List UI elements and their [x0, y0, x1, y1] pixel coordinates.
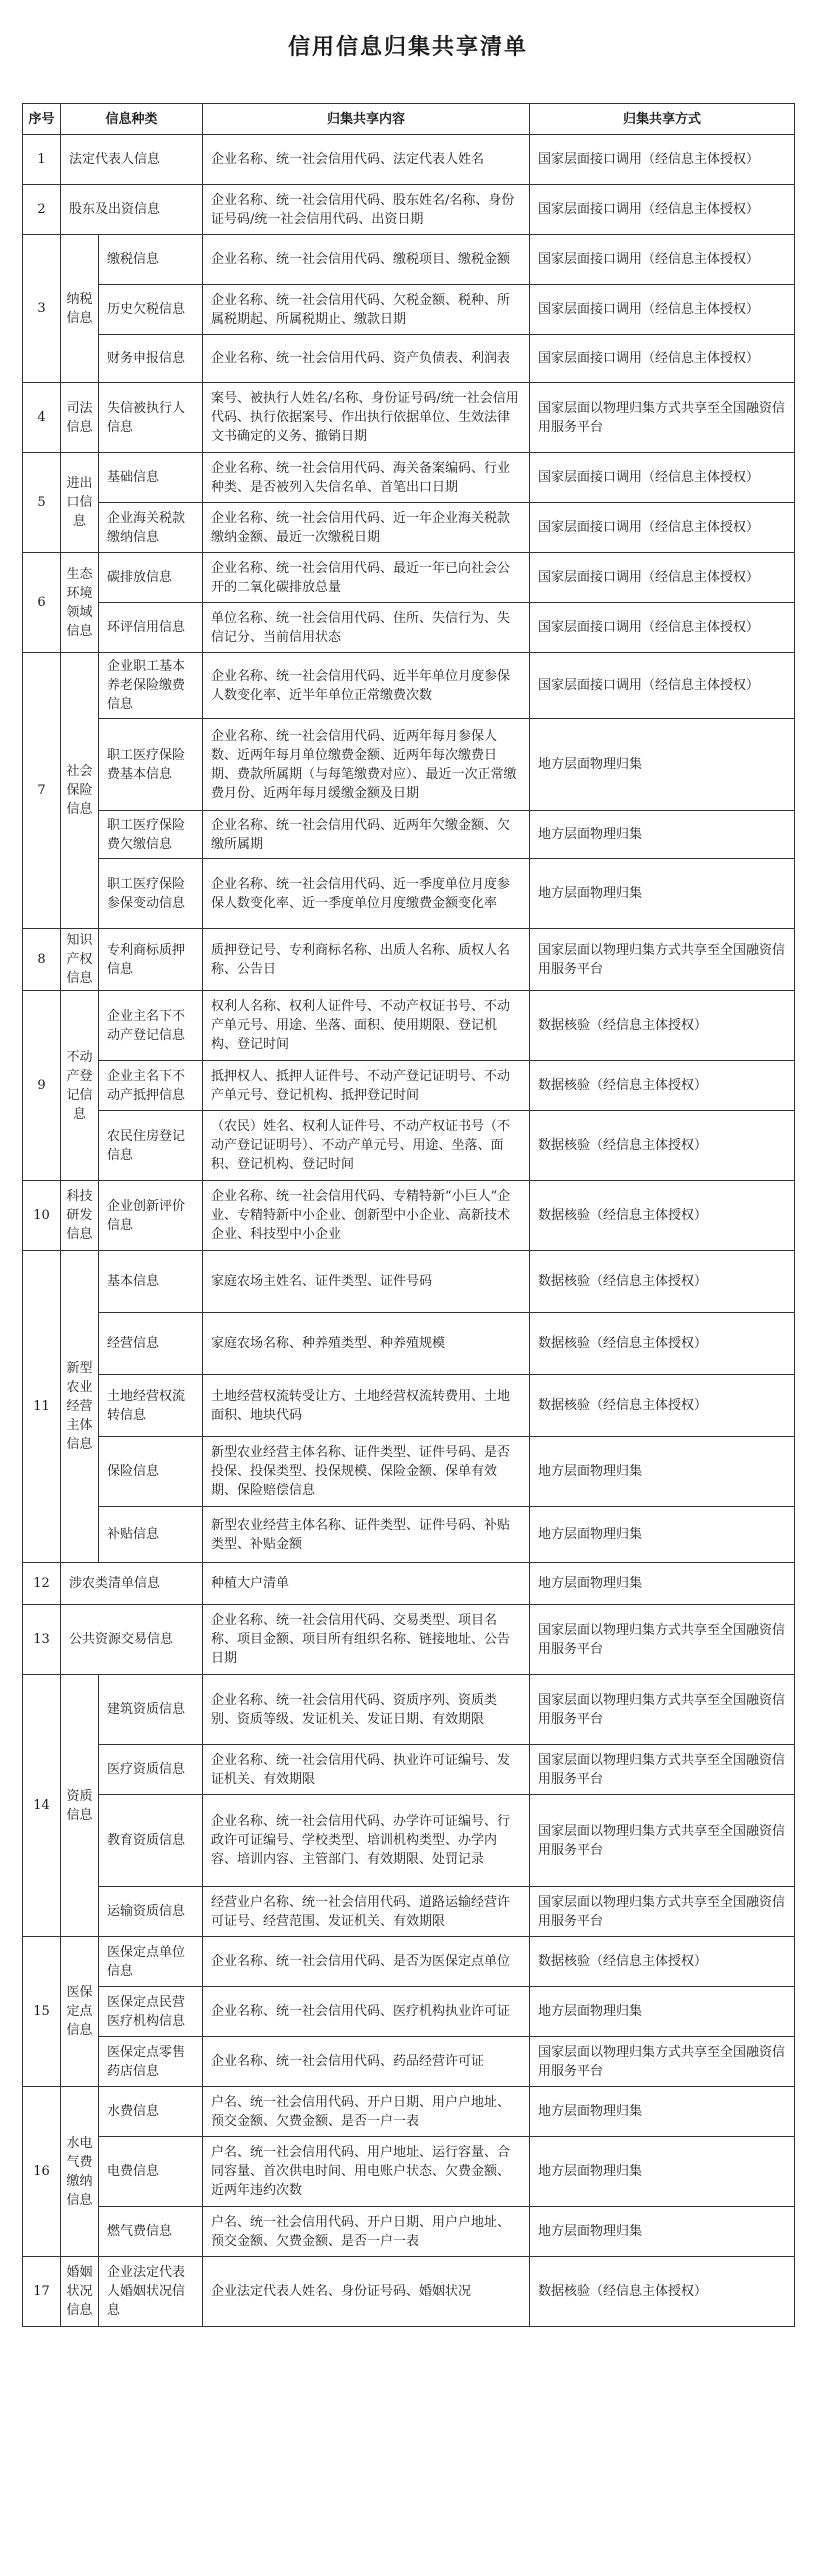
share-content: 经营业户名称、统一社会信用代码、道路运输经营许可证号、经营范围、发证机关、有效期限	[203, 1887, 530, 1937]
info-category: 水电气费缴纳信息	[61, 2087, 99, 2257]
share-method: 国家层面以物理归集方式共享至全国融资信用服务平台	[530, 1675, 795, 1745]
table-row	[23, 453, 795, 503]
info-subcategory: 运输资质信息	[99, 1887, 203, 1937]
share-content: 户名、统一社会信用代码、开户日期、用户户地址、预交金额、欠费金额、是否一户一表	[203, 2207, 530, 2257]
table-row	[23, 335, 795, 383]
info-subcategory: 专利商标质押信息	[99, 929, 203, 991]
table-row	[23, 235, 795, 285]
share-method: 地方层面物理归集	[530, 1563, 795, 1605]
table-row	[23, 1251, 795, 1313]
table-row	[23, 1887, 795, 1937]
table-row	[23, 1313, 795, 1375]
share-content: 户名、统一社会信用代码、用户地址、运行容量、合同容量、首次供电时间、用电账户状态、欠费金额、近两年违约次数	[203, 2137, 530, 2207]
header-no: 序号	[23, 104, 61, 135]
table-row	[23, 811, 795, 859]
info-subcategory: 环评信用信息	[99, 603, 203, 653]
share-content: 企业名称、统一社会信用代码、近一季度单位月度参保人数变化率、近一季度单位月度缴费金额变化率	[203, 859, 530, 929]
share-method: 国家层面接口调用（经信息主体授权）	[530, 553, 795, 603]
share-content: 企业名称、统一社会信用代码、法定代表人姓名	[203, 135, 530, 185]
info-subcategory: 碳排放信息	[99, 553, 203, 603]
info-subcategory: 医疗资质信息	[99, 1745, 203, 1795]
table-row	[23, 1111, 795, 1181]
info-subcategory: 经营信息	[99, 1313, 203, 1375]
table-row	[23, 929, 795, 991]
share-method: 数据核验（经信息主体授权）	[530, 1111, 795, 1181]
share-content: 单位名称、统一社会信用代码、住所、失信行为、失信记分、当前信用状态	[203, 603, 530, 653]
share-method: 地方层面物理归集	[530, 859, 795, 929]
info-category: 资质信息	[61, 1675, 99, 1937]
table-row	[23, 2207, 795, 2257]
info-category: 纳税信息	[61, 235, 99, 383]
table-row	[23, 1507, 795, 1563]
table-row	[23, 991, 795, 1061]
share-method: 国家层面以物理归集方式共享至全国融资信用服务平台	[530, 383, 795, 453]
info-subcategory: 历史欠税信息	[99, 285, 203, 335]
info-subcategory: 补贴信息	[99, 1507, 203, 1563]
table-row	[23, 2137, 795, 2207]
share-content: 企业名称、统一社会信用代码、近两年每月参保人数、近两年每月单位缴费金额、近两年每次缴费日期、费款所属期（与每笔缴费对应）、最近一次正常缴费月份、近两年每月缓缴金额及日期	[203, 719, 530, 811]
info-category: 不动产登记信息	[61, 991, 99, 1181]
share-content: 质押登记号、专利商标名称、出质人名称、质权人名称、公告日	[203, 929, 530, 991]
table-row	[23, 2037, 795, 2087]
share-content: 家庭农场名称、种养殖类型、种养殖规模	[203, 1313, 530, 1375]
table-row	[23, 719, 795, 811]
share-content: 企业名称、统一社会信用代码、医疗机构执业许可证	[203, 1987, 530, 2037]
row-number: 5	[23, 453, 61, 553]
table-row	[23, 1605, 795, 1675]
share-method: 地方层面物理归集	[530, 2137, 795, 2207]
share-content: 企业名称、统一社会信用代码、药品经营许可证	[203, 2037, 530, 2087]
info-subcategory: 水费信息	[99, 2087, 203, 2137]
row-number: 8	[23, 929, 61, 991]
table-row	[23, 383, 795, 453]
table-row	[23, 1375, 795, 1437]
table-row	[23, 2087, 795, 2137]
share-content: 企业法定代表人姓名、身份证号码、婚姻状况	[203, 2257, 530, 2327]
share-method: 国家层面以物理归集方式共享至全国融资信用服务平台	[530, 1887, 795, 1937]
share-content: 企业名称、统一社会信用代码、办学许可证编号、行政许可证编号、学校类型、培训机构类型、办学内容、培训内容、主管部门、有效期限、处罚记录	[203, 1795, 530, 1887]
row-number: 4	[23, 383, 61, 453]
share-method: 地方层面物理归集	[530, 2087, 795, 2137]
info-subcategory: 企业主名下不动产登记信息	[99, 991, 203, 1061]
share-content: 企业名称、统一社会信用代码、资产负债表、利润表	[203, 335, 530, 383]
info-subcategory: 企业海关税款缴纳信息	[99, 503, 203, 553]
info-category: 社会保险信息	[61, 653, 99, 929]
header-category: 信息种类	[61, 104, 203, 135]
info-category: 司法信息	[61, 383, 99, 453]
table-row	[23, 185, 795, 235]
share-content: 抵押权人、抵押人证件号、不动产登记证明号、不动产单元号、登记机构、抵押登记时间	[203, 1061, 530, 1111]
info-category: 进出口信息	[61, 453, 99, 553]
table-row	[23, 1745, 795, 1795]
share-method: 数据核验（经信息主体授权）	[530, 1313, 795, 1375]
share-method: 数据核验（经信息主体授权）	[530, 2257, 795, 2327]
info-subcategory: 建筑资质信息	[99, 1675, 203, 1745]
info-category: 法定代表人信息	[61, 135, 203, 185]
info-subcategory: 职工医疗保险费基本信息	[99, 719, 203, 811]
info-subcategory: 电费信息	[99, 2137, 203, 2207]
share-content: 企业名称、统一社会信用代码、专精特新“小巨人”企业、专精特新中小企业、创新型中小企业、高新技术企业、科技型中小企业	[203, 1181, 530, 1251]
share-method: 数据核验（经信息主体授权）	[530, 1251, 795, 1313]
info-category: 生态环境领域信息	[61, 553, 99, 653]
info-subcategory: 企业职工基本养老保险缴费信息	[99, 653, 203, 719]
info-category: 涉农类清单信息	[61, 1563, 203, 1605]
row-number: 15	[23, 1937, 61, 2087]
share-content: 企业名称、统一社会信用代码、执业许可证编号、发证机关、有效期限	[203, 1745, 530, 1795]
info-subcategory: 基础信息	[99, 453, 203, 503]
table-row	[23, 135, 795, 185]
share-content: 企业名称、统一社会信用代码、欠税金额、税种、所属税期起、所属税期止、缴款日期	[203, 285, 530, 335]
share-method: 国家层面以物理归集方式共享至全国融资信用服务平台	[530, 929, 795, 991]
info-subcategory: 职工医疗保险参保变动信息	[99, 859, 203, 929]
share-content: 企业名称、统一社会信用代码、资质序列、资质类别、资质等级、发证机关、发证日期、有效期限	[203, 1675, 530, 1745]
table-row	[23, 1795, 795, 1887]
share-method: 数据核验（经信息主体授权）	[530, 1061, 795, 1111]
header-content: 归集共享内容	[203, 104, 530, 135]
share-method: 地方层面物理归集	[530, 1507, 795, 1563]
share-content: 户名、统一社会信用代码、开户日期、用户户地址、预交金额、欠费金额、是否一户一表	[203, 2087, 530, 2137]
table-row	[23, 1675, 795, 1745]
share-content: 新型农业经营主体名称、证件类型、证件号码、补贴类型、补贴金额	[203, 1507, 530, 1563]
share-method: 国家层面接口调用（经信息主体授权）	[530, 235, 795, 285]
info-subcategory: 基本信息	[99, 1251, 203, 1313]
table-body	[23, 135, 795, 2327]
info-subcategory: 职工医疗保险费欠缴信息	[99, 811, 203, 859]
row-number: 12	[23, 1563, 61, 1605]
header-method: 归集共享方式	[530, 104, 795, 135]
info-subcategory: 医保定点单位信息	[99, 1937, 203, 1987]
share-method: 国家层面以物理归集方式共享至全国融资信用服务平台	[530, 1795, 795, 1887]
share-method: 地方层面物理归集	[530, 2207, 795, 2257]
row-number: 9	[23, 991, 61, 1181]
info-category: 股东及出资信息	[61, 185, 203, 235]
share-content: 种植大户清单	[203, 1563, 530, 1605]
share-content: 案号、被执行人姓名/名称、身份证号码/统一社会信用代码、执行依据案号、作出执行依据单位、生效法律文书确定的义务、撤销日期	[203, 383, 530, 453]
share-content: 企业名称、统一社会信用代码、交易类型、项目名称、项目金额、项目所有组织名称、链接地址、公告日期	[203, 1605, 530, 1675]
share-method: 国家层面接口调用（经信息主体授权）	[530, 603, 795, 653]
share-content: 家庭农场主姓名、证件类型、证件号码	[203, 1251, 530, 1313]
row-number: 10	[23, 1181, 61, 1251]
info-category: 婚姻状况信息	[61, 2257, 99, 2327]
share-method: 国家层面以物理归集方式共享至全国融资信用服务平台	[530, 1745, 795, 1795]
share-content: 新型农业经营主体名称、证件类型、证件号码、是否投保、投保类型、投保规模、保险金额、保单有效期、保险赔偿信息	[203, 1437, 530, 1507]
info-subcategory: 企业主名下不动产抵押信息	[99, 1061, 203, 1111]
info-subcategory: 企业法定代表人婚姻状况信息	[99, 2257, 203, 2327]
info-subcategory: 教育资质信息	[99, 1795, 203, 1887]
share-content: 企业名称、统一社会信用代码、股东姓名/名称、身份证号码/统一社会信用代码、出资日期	[203, 185, 530, 235]
table-row	[23, 859, 795, 929]
table-header-row	[23, 104, 795, 135]
table-row	[23, 1987, 795, 2037]
table-row	[23, 653, 795, 719]
share-method: 国家层面接口调用（经信息主体授权）	[530, 285, 795, 335]
share-method: 数据核验（经信息主体授权）	[530, 1937, 795, 1987]
share-content: 企业名称、统一社会信用代码、近一年企业海关税款缴纳金额、最近一次缴税日期	[203, 503, 530, 553]
info-category: 科技研发信息	[61, 1181, 99, 1251]
row-number: 2	[23, 185, 61, 235]
share-method: 国家层面接口调用（经信息主体授权）	[530, 185, 795, 235]
table-row	[23, 1437, 795, 1507]
info-subcategory: 土地经营权流转信息	[99, 1375, 203, 1437]
table-row	[23, 603, 795, 653]
share-method: 数据核验（经信息主体授权）	[530, 1181, 795, 1251]
share-method: 国家层面接口调用（经信息主体授权）	[530, 453, 795, 503]
share-method: 国家层面接口调用（经信息主体授权）	[530, 335, 795, 383]
table-row	[23, 553, 795, 603]
table-row	[23, 1937, 795, 1987]
row-number: 16	[23, 2087, 61, 2257]
share-content: 企业名称、统一社会信用代码、是否为医保定点单位	[203, 1937, 530, 1987]
share-content: 土地经营权流转受让方、土地经营权流转费用、土地面积、地块代码	[203, 1375, 530, 1437]
share-method: 地方层面物理归集	[530, 1437, 795, 1507]
share-method: 地方层面物理归集	[530, 1987, 795, 2037]
row-number: 17	[23, 2257, 61, 2327]
credit-info-table	[22, 103, 795, 2327]
share-method: 国家层面以物理归集方式共享至全国融资信用服务平台	[530, 1605, 795, 1675]
table-row	[23, 1563, 795, 1605]
share-method: 数据核验（经信息主体授权）	[530, 1375, 795, 1437]
table-row	[23, 1061, 795, 1111]
info-subcategory: 农民住房登记信息	[99, 1111, 203, 1181]
share-content: 企业名称、统一社会信用代码、最近一年已向社会公开的二氧化碳排放总量	[203, 553, 530, 603]
info-subcategory: 医保定点民营医疗机构信息	[99, 1987, 203, 2037]
table-row	[23, 503, 795, 553]
row-number: 14	[23, 1675, 61, 1937]
row-number: 11	[23, 1251, 61, 1563]
share-method: 地方层面物理归集	[530, 719, 795, 811]
share-method: 国家层面接口调用（经信息主体授权）	[530, 653, 795, 719]
share-content: 企业名称、统一社会信用代码、近两年欠缴金额、欠缴所属期	[203, 811, 530, 859]
share-content: 权利人名称、权利人证件号、不动产权证书号、不动产单元号、用途、坐落、面积、使用期限、登记机构、登记时间	[203, 991, 530, 1061]
table-row	[23, 285, 795, 335]
share-method: 地方层面物理归集	[530, 811, 795, 859]
share-method: 数据核验（经信息主体授权）	[530, 991, 795, 1061]
share-content: 企业名称、统一社会信用代码、海关备案编码、行业种类、是否被列入失信名单、首笔出口日期	[203, 453, 530, 503]
document-title: 信用信息归集共享清单	[287, 34, 528, 60]
info-category: 新型农业经营主体信息	[61, 1251, 99, 1563]
share-method: 国家层面接口调用（经信息主体授权）	[530, 503, 795, 553]
info-category: 公共资源交易信息	[61, 1605, 203, 1675]
share-content: 企业名称、统一社会信用代码、近半年单位月度参保人数变化率、近半年单位正常缴费次数	[203, 653, 530, 719]
share-method: 国家层面以物理归集方式共享至全国融资信用服务平台	[530, 2037, 795, 2087]
table-row	[23, 1181, 795, 1251]
share-method: 国家层面接口调用（经信息主体授权）	[530, 135, 795, 185]
info-subcategory: 燃气费信息	[99, 2207, 203, 2257]
row-number: 3	[23, 235, 61, 383]
row-number: 1	[23, 135, 61, 185]
info-subcategory: 企业创新评价信息	[99, 1181, 203, 1251]
row-number: 7	[23, 653, 61, 929]
info-subcategory: 失信被执行人信息	[99, 383, 203, 453]
row-number: 6	[23, 553, 61, 653]
share-content: （农民）姓名、权利人证件号、不动产权证书号（不动产登记证明号）、不动产单元号、用途、坐落、面积、登记机构、登记时间	[203, 1111, 530, 1181]
share-content: 企业名称、统一社会信用代码、缴税项目、缴税金额	[203, 235, 530, 285]
info-category: 医保定点信息	[61, 1937, 99, 2087]
info-category: 知识产权信息	[61, 929, 99, 991]
info-subcategory: 缴税信息	[99, 235, 203, 285]
table-row	[23, 2257, 795, 2327]
info-subcategory: 保险信息	[99, 1437, 203, 1507]
info-subcategory: 财务申报信息	[99, 335, 203, 383]
row-number: 13	[23, 1605, 61, 1675]
info-subcategory: 医保定点零售药店信息	[99, 2037, 203, 2087]
